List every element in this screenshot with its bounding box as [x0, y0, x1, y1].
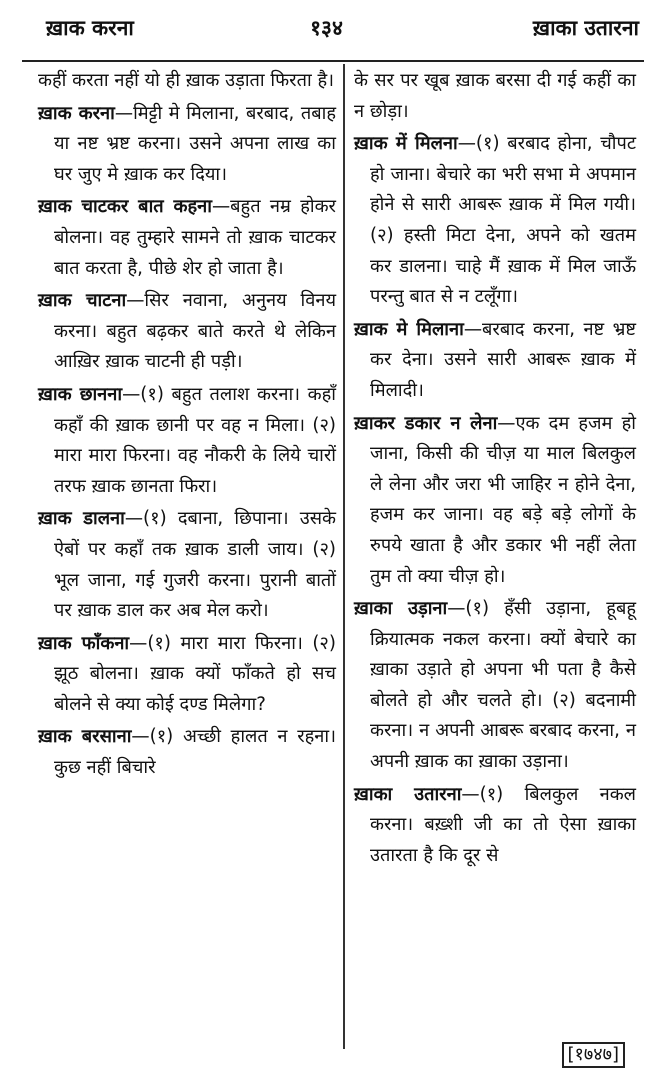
entry-text: —बहुत नम्र होकर बोलना। वह तुम्हारे सामने तो ख़ाक चाटकर बात करता है, पीछे शेर हो जाता है।	[54, 196, 336, 279]
dictionary-entry	[38, 286, 336, 378]
entry-headword: ख़ाक बरसाना	[38, 726, 132, 748]
page-number: [१७४७]	[562, 1042, 626, 1068]
dictionary-entry	[38, 629, 336, 721]
dictionary-entry	[38, 722, 336, 783]
dictionary-entry	[354, 594, 636, 778]
page-folio: १३४	[310, 16, 343, 40]
entry-headword: ख़ाका उतारना	[354, 783, 462, 805]
entry-headword: ख़ाक छानना	[38, 383, 123, 405]
entry-text: के सर पर खूब ख़ाक बरसा दी गई कहीं का न छोड़ा।	[354, 70, 636, 122]
entry-text: —(१) मारा मारा फिरना। (२) झूठ बोलना। ख़ाक क्यों फाँकते हो सच बोलने से क्या कोई दण्ड मिलेगा?	[54, 632, 336, 715]
entry-headword: ख़ाक में मिलना	[354, 133, 458, 155]
entry-headword: ख़ाक चाटकर बात कहना	[38, 196, 212, 218]
entry-continuation	[354, 66, 636, 127]
dictionary-entry	[354, 409, 636, 593]
entry-headword: ख़ाक चाटना	[38, 290, 127, 312]
entry-headword: ख़ाक फाँकना	[38, 632, 130, 654]
entry-text: —मिट्टी मे मिलाना, बरबाद, तबाह या नष्ट भ्रष्ट करना। उसने अपना लाख का घर जुए मे ख़ाक कर दिया।	[54, 102, 336, 185]
entry-text: —सिर नवाना, अनुनय विनय करना। बहुत बढ़कर बाते करते थे लेकिन आख़िर ख़ाक चाटनी ही पड़ी।	[54, 290, 337, 373]
entry-continuation	[38, 66, 336, 97]
entry-text: —(१) बिलकुल नकल करना। बख़्शी जी का तो ऐसा ख़ाका उतारता है कि दूर से	[370, 783, 636, 866]
entry-text: —(१) दबाना, छिपाना। उसके ऐबों पर कहाँ तक ख़ाक डाली जाय। (२) भूल जाना, गई गुजरी करना। पुरानी बातों पर ख़ाक डाल कर अब मेल करो।	[54, 508, 336, 622]
dictionary-entry	[354, 780, 636, 872]
dictionary-entry	[354, 315, 636, 407]
entry-headword: ख़ाक डालना	[38, 508, 125, 530]
column-divider	[343, 64, 345, 1049]
dictionary-entry	[38, 192, 336, 284]
entry-headword: ख़ाक करना	[38, 102, 115, 124]
entry-text: कहीं करता नहीं यो ही ख़ाक उड़ाता फिरता है।	[38, 70, 335, 91]
dictionary-entry	[38, 99, 336, 191]
entry-headword: ख़ाका उड़ाना	[354, 598, 448, 620]
dictionary-entry	[38, 380, 336, 502]
left-column	[38, 66, 336, 786]
entry-headword: ख़ाकर डकार न लेना	[354, 412, 498, 434]
running-head-right: ख़ाका उतारना	[532, 16, 639, 40]
entry-text: —बरबाद करना, नष्ट भ्रष्ट कर देना। उसने सारी आबरू ख़ाक में मिलादी।	[370, 318, 636, 401]
dictionary-entry	[354, 129, 636, 313]
header-rule	[22, 60, 644, 62]
entry-text: —एक दम हजम हो जाना, किसी की चीज़ या माल बिलकुल ले लेना और जरा भी जाहिर न होने देना, हजम कर जाना। वह बड़े बड़े लोगों के रुपये खाता है और डकार भी नहीं लेता तुम तो क्या चीज़ हो।	[370, 412, 636, 587]
right-column	[354, 66, 636, 873]
dictionary-entry	[38, 504, 336, 626]
entry-text: —(१) अच्छी हालत न रहना। कुछ नहीं बिचारे	[54, 726, 336, 779]
entry-headword: ख़ाक मे मिलाना	[354, 318, 464, 340]
running-head-left: ख़ाक करना	[46, 16, 134, 40]
entry-text: —(१) बरबाद होना, चौपट हो जाना। बेचारे का भरी सभा मे अपमान होने से सारी आबरू ख़ाक में मिल गयी। (२) हस्ती मिटा देना, अपने को खतम कर डालना। चाहे मैं ख़ाक में मिल जाऊँ परन्तु बात से न टलूँगा।	[370, 133, 636, 308]
entry-text: —(१) बहुत तलाश करना। कहाँ कहाँ की ख़ाक छानी पर वह न मिला। (२) मारा मारा फिरना। वह नौकरी के लिये चारों तरफ ख़ाक छानता फिरा।	[54, 383, 336, 497]
entry-text: —(१) हँसी उड़ाना, हूबहू क्रियात्मक नकल करना। क्यों बेचारे का ख़ाका उड़ाते हो अपना भी पता है कैसे बोलते हो और चलते हो। (२) बदनामी करना। न अपनी आबरू बरबाद करना, न अपनी ख़ाक का ख़ाका उड़ाना।	[370, 598, 637, 773]
